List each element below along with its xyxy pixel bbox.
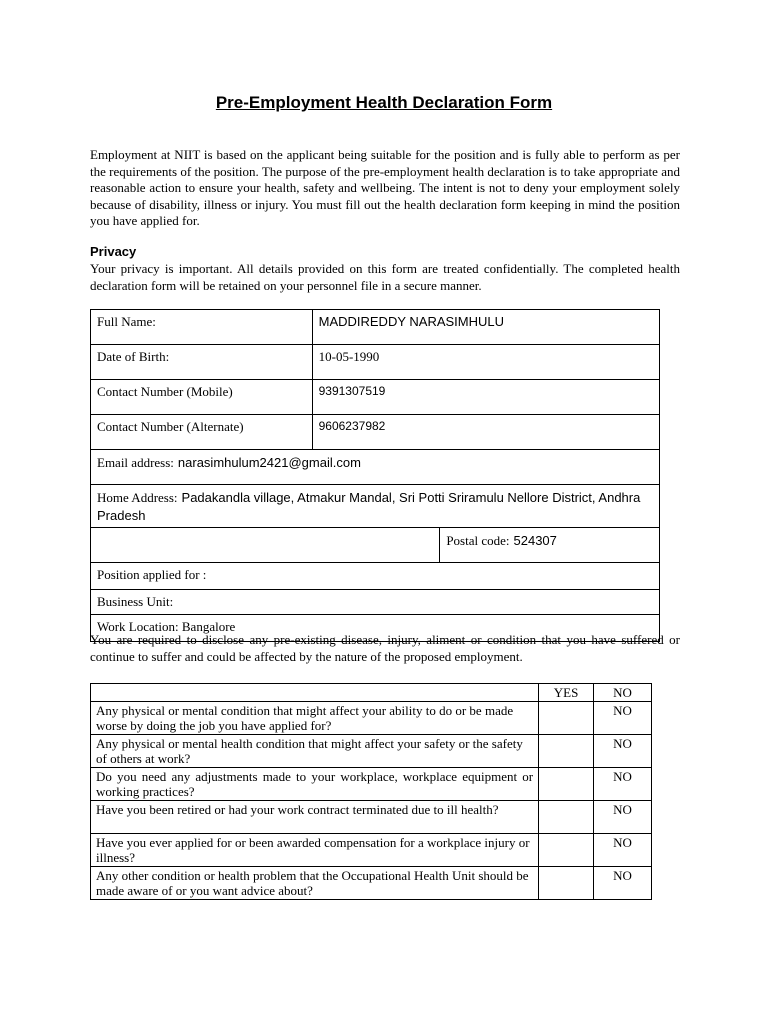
blank-address-cell[interactable]: [91, 528, 440, 563]
question-text: Have you ever applied for or been awarded compensation for a workplace injury or illness?: [91, 834, 539, 867]
mobile-value[interactable]: 9391307519: [312, 380, 659, 415]
question-row: [91, 768, 652, 801]
question-text: Have you been retired or had your work contract terminated due to ill health?: [91, 801, 539, 834]
dob-row: [91, 345, 660, 380]
question-header-blank: [91, 684, 539, 702]
postal-label: Postal code:: [446, 533, 510, 548]
no-answer[interactable]: NO: [594, 801, 652, 834]
personal-details-table: [90, 309, 660, 642]
postal-row: [91, 528, 660, 563]
position-cell[interactable]: Position applied for :: [91, 563, 660, 590]
question-row: [91, 735, 652, 768]
full-name-value[interactable]: MADDIREDDY NARASIMHULU: [312, 310, 659, 345]
no-answer[interactable]: NO: [594, 768, 652, 801]
business-unit-cell[interactable]: Business Unit:: [91, 590, 660, 615]
question-text: Any physical or mental health condition that might affect your safety or the safety of others at work?: [91, 735, 539, 768]
address-cell[interactable]: [91, 485, 660, 528]
questions-header-row: [91, 684, 652, 702]
no-answer[interactable]: NO: [594, 834, 652, 867]
full-name-row: [91, 310, 660, 345]
intro-paragraph: Employment at NIIT is based on the applicant being suitable for the position and is fully able to perform as per the requirements of the position. The purpose of the pre-employment health declaration is to take appropriate and reasonable action to ensure your health, safety and wellbeing. The intent is not to deny your employment solely because of disability, illness or injury. You must fill out the health declaration form keeping in mind the position you have applied for.: [90, 147, 680, 229]
yes-checkbox[interactable]: [539, 867, 594, 900]
postal-value: 524307: [513, 533, 557, 548]
question-row: [91, 834, 652, 867]
no-answer[interactable]: NO: [594, 867, 652, 900]
yes-checkbox[interactable]: [539, 801, 594, 834]
yes-header: YES: [539, 684, 594, 702]
page-title: Pre-Employment Health Declaration Form: [215, 93, 553, 112]
email-row: [91, 450, 660, 485]
dob-value[interactable]: 10-05-1990: [312, 345, 659, 380]
yes-checkbox[interactable]: [539, 702, 594, 735]
yes-checkbox[interactable]: [539, 768, 594, 801]
question-text: Any physical or mental condition that might affect your ability to do or be made worse by doing the job you have applied for?: [91, 702, 539, 735]
address-value: Padakandla village, Atmakur Mandal, Sri Potti Sriramulu Nellore District, Andhra Pradesh: [97, 490, 641, 523]
postal-cell[interactable]: [440, 528, 660, 563]
email-cell[interactable]: [91, 450, 660, 485]
dob-label: Date of Birth:: [91, 345, 313, 380]
question-row: [91, 702, 652, 735]
question-row: [91, 867, 652, 900]
address-row: [91, 485, 660, 528]
alternate-label: Contact Number (Alternate): [91, 415, 313, 450]
email-label: Email address:: [97, 455, 174, 470]
full-name-label: Full Name:: [91, 310, 313, 345]
privacy-heading: Privacy: [90, 244, 137, 259]
mobile-label: Contact Number (Mobile): [91, 380, 313, 415]
yes-checkbox[interactable]: [539, 735, 594, 768]
disclosure-paragraph: You are required to disclose any pre-existing disease, injury, aliment or condition that you have suffered or continue to suffer and could be affected by the nature of the proposed employment.: [90, 632, 680, 664]
question-text: Do you need any adjustments made to your workplace, workplace equipment or working practices?: [91, 768, 539, 801]
question-text: Any other condition or health problem that the Occupational Health Unit should be made aware of or you want advice about?: [91, 867, 539, 900]
question-row: [91, 801, 652, 834]
no-answer[interactable]: NO: [594, 702, 652, 735]
address-label: Home Address:: [97, 490, 178, 505]
no-answer[interactable]: NO: [594, 735, 652, 768]
yes-checkbox[interactable]: [539, 834, 594, 867]
work-location-cell[interactable]: Work Location: Bangalore: [91, 615, 660, 642]
alternate-value[interactable]: 9606237982: [312, 415, 659, 450]
privacy-paragraph: Your privacy is important. All details provided on this form are treated confidentially. The completed health declaration form will be retained on your personnel file in a secure manner.: [90, 261, 680, 293]
health-questions-table: [90, 683, 652, 900]
position-row: [91, 563, 660, 590]
alternate-row: [91, 415, 660, 450]
mobile-row: [91, 380, 660, 415]
no-header: NO: [594, 684, 652, 702]
business-unit-row: [91, 590, 660, 615]
email-value: narasimhulum2421@gmail.com: [177, 455, 361, 470]
